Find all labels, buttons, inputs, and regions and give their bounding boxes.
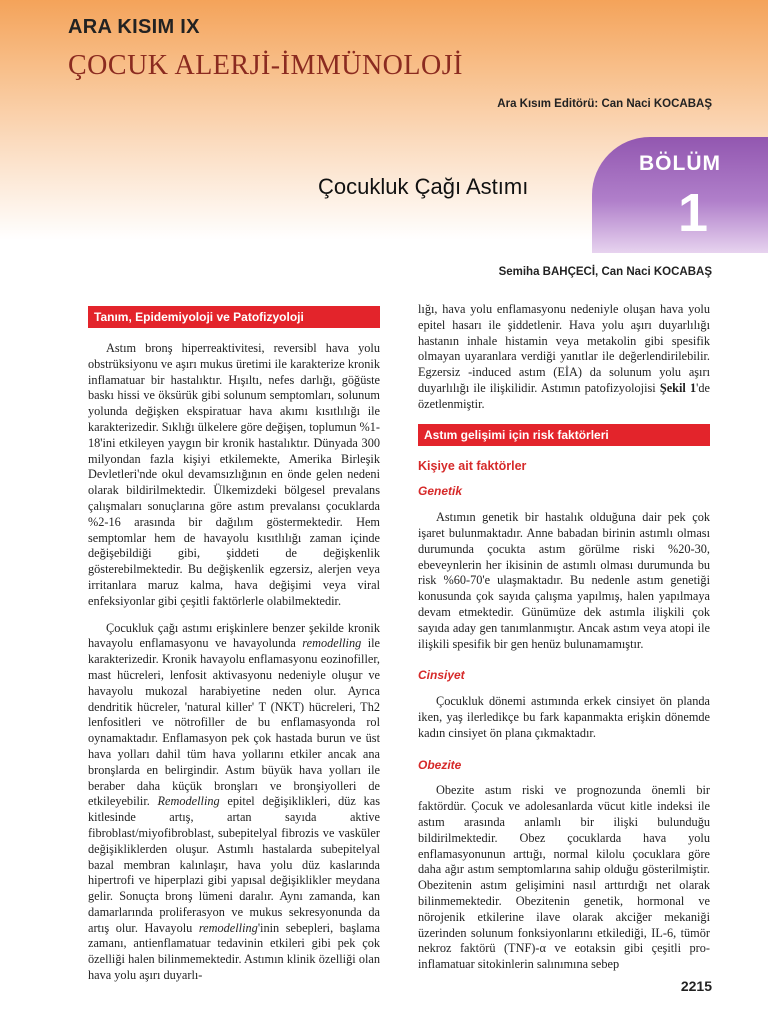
text-span: epitel değişiklikleri, düz kas kitlesinde artış, artan sayıda aktive fibroblast/miyofibroblast, subepitelyal fibrozis ve vasküler değişikliklerden oluşur. Astımlı hastalarda subepitelyal bazal membran kalınlaşır, hava yolu düz kaslarında hipertrofi ve hiperplazi gibi yapısal değişiklikler meydana gelir. Sonuçta bronş lümeni daralır. Aynı zamanda, kan damarlarında proliferasyon ve mukus sekresyonunda da artış olur. Havayolu (88, 794, 380, 935)
chapter-badge-label: BÖLÜM (639, 152, 721, 175)
section-heading-definition: Tanım, Epidemiyoloji ve Patofizyoloji (88, 306, 380, 328)
paragraph-genetics: Astımın genetik bir hastalık olduğuna dair pek çok işaret bulunmaktadır. Anne babadan birinin astımlı olması durumunda çocukta astım görülme riski %20-30, ebeveynlerin her ikisinin de astımlı olması durumunda bu risk %60-70'e ulaşmaktadır. Bu nedenle astım genetiği konusunda çok sayıda çalışma yapılmış, halen yapılmaya devam etmektedir. Günümüze dek astımla ilişkili çok sayıda aday gen tanımlanmıştır. Ancak astım veya atopi ile ilişkili spesifik bir gen henüz bulunamamıştır. (418, 510, 710, 651)
italic-term: Remodelling (157, 794, 220, 809)
figure-reference: Şekil 1 (659, 380, 697, 395)
page-number: 2215 (680, 978, 712, 994)
section-heading-risk-factors: Astım gelişimi için risk faktörleri (418, 424, 710, 446)
italic-term: remodelling (302, 636, 362, 651)
chapter-number: 1 (677, 183, 708, 243)
italic-term: remodelling (198, 920, 258, 935)
text-span: Çocukluk çağı astımı erişkinlere benzer şekilde kronik havayolu enflamasyonu ve havayolunda (88, 620, 380, 651)
section-title: ÇOCUK ALERJİ-İMMÜNOLOJİ (68, 50, 463, 81)
text-span: 'inin sebepleri, başlama zamanı, antienflamatuar tedavinin etkileri gibi pek çok özelliği halen bilinmemektedir. Astımın klinik özelliği olan hava yolu aşırı duyarlı- (88, 920, 381, 983)
subheading-genetics: Genetik (418, 484, 463, 499)
authors-line: Semiha BAHÇECİ, Can Naci KOCABAŞ (498, 266, 712, 278)
chapter-title: Çocukluk Çağı Astımı (318, 174, 529, 199)
subheading-personal-factors: Kişiye ait faktörler (418, 458, 527, 473)
text-span: lığı, hava yolu enflamasyonu nedeniyle oluşan hava yolu epitel hasarı ile şiddetlenir. Hava yolu aşırı duyarlılığı hastanın inhale histamin veya metakolin gibi spesifik olmayan uyaranlara verdiği yanıtlar ile değerlendirilebilir. Egzersiz -induced astım (EİA) da solunum yolu aşırı duyarlılığı ile ilişkilidir. Astımın patofizyolojisi (418, 302, 710, 395)
paragraph-obesity: Obezite astım riski ve prognozunda önemli bir faktördür. Çocuk ve adolesanlarda vücut kitle indeksi ile astım arasında anlamlı bir ilişki bulunduğu bildirilmektedir. Obez çocuklarda hava yolu enflamasyonunun arttığı, normal kilolu çocuklara göre daha ağır astım semptomlarına sahip olduğu gösterilmiştir. Obezitenin astım gelişimini nasıl arttırdığı net olarak bilinmemektedir. Obezitenin genetik, hormonal ve nörojenik etkilerine ilave olarak akciğer mekaniği üzerinden solunum fonksiyonlarını etkilediği, IL-6, tümör nekroz faktörü (TNF)-α ve eotaksin gibi çeşitli pro-inflamatuar sitokinlerin salınımına sebep (418, 783, 710, 972)
chapter-badge (592, 137, 768, 253)
paragraph-gender: Çocukluk dönemi astımında erkek cinsiyet ön planda iken, yaş ilerledikçe bu fark kapanmakta erişkin dönemde kadın cinsiyet ön plana çıkmaktadır. (418, 694, 710, 740)
editor-line: Ara Kısım Editörü: Can Naci KOCABAŞ (497, 98, 712, 110)
right-column (418, 302, 710, 984)
subheading-obesity: Obezite (418, 757, 462, 772)
text-span: ile karakterizedir. Kronik havayolu enflamasyonu eozinofiller, mast hücreleri, lenfosit aktivasyonu nedeniyle oluşur ve havayolu mukozal harabiyetine neden olur. Ayrıca dendritik hücreler, 'natural killer' T (NKT) hücreleri, Th2 lenfositleri ve nötrofiller de bu enflamasyonda rol oynamaktadır. Enflamasyon pek çok hastada burun ve üst hava yolları dahil tüm hava yollarını etkiler ancak ana bronşlarda en belirgindir. Astım büyük hava yolları ile beraber daha küçük bronşları ve bronşiyolleri de etkileyebilir. (88, 636, 380, 809)
paragraph-childhood-asthma (88, 621, 380, 984)
paragraph-definition: Astım bronş hiperreaktivitesi, reversibl hava yolu obstrüksiyonu ve aşırı mukus üretimi ile karakterize kronik inflamatuar bir hastalıktır. Hışıltı, nefes darlığı, göğüste baskı hissi ve öksürük gibi solunum semptomları, solunum yolunda değişken ekspiratuar hava akımı kısıtlılığı ile karakterizedir. Sıklığı ülkelere göre değişen, toplumun %1-18'ini etkileyen yaygın bir kronik hastalıktır. Dünyada 300 milyondan fazla kişiyi etkilemekte, Amerika Birleşik Devletleri'nde okul devamsızlığının en önde gelen nedeni olarak bildirilmektedir. Ülkemizdeki bölgesel prevalans çalışmaları sonuçlarına göre astım prevalansı çocuklarda %2-16 arasında bir dağılım göstermektedir. Hem semptomlar hem de havayolu kısıtlılığı zaman içinde değişebildiği gibi, şiddeti de değişkenlik gösterebilmektedir. Bu değişkenlik egzersiz, alerjen veya irritanlara maruz kalma, hava değişimi veya viral enfeksiyonlar gibi çeşitli faktörlerle olabilmektedir. (88, 341, 380, 608)
part-label: ARA KISIM IX (68, 16, 200, 38)
left-column (88, 300, 380, 995)
subheading-gender: Cinsiyet (418, 668, 465, 683)
paragraph-continuation (418, 302, 710, 413)
text-span: 'de özetlenmiştir. (418, 380, 710, 411)
